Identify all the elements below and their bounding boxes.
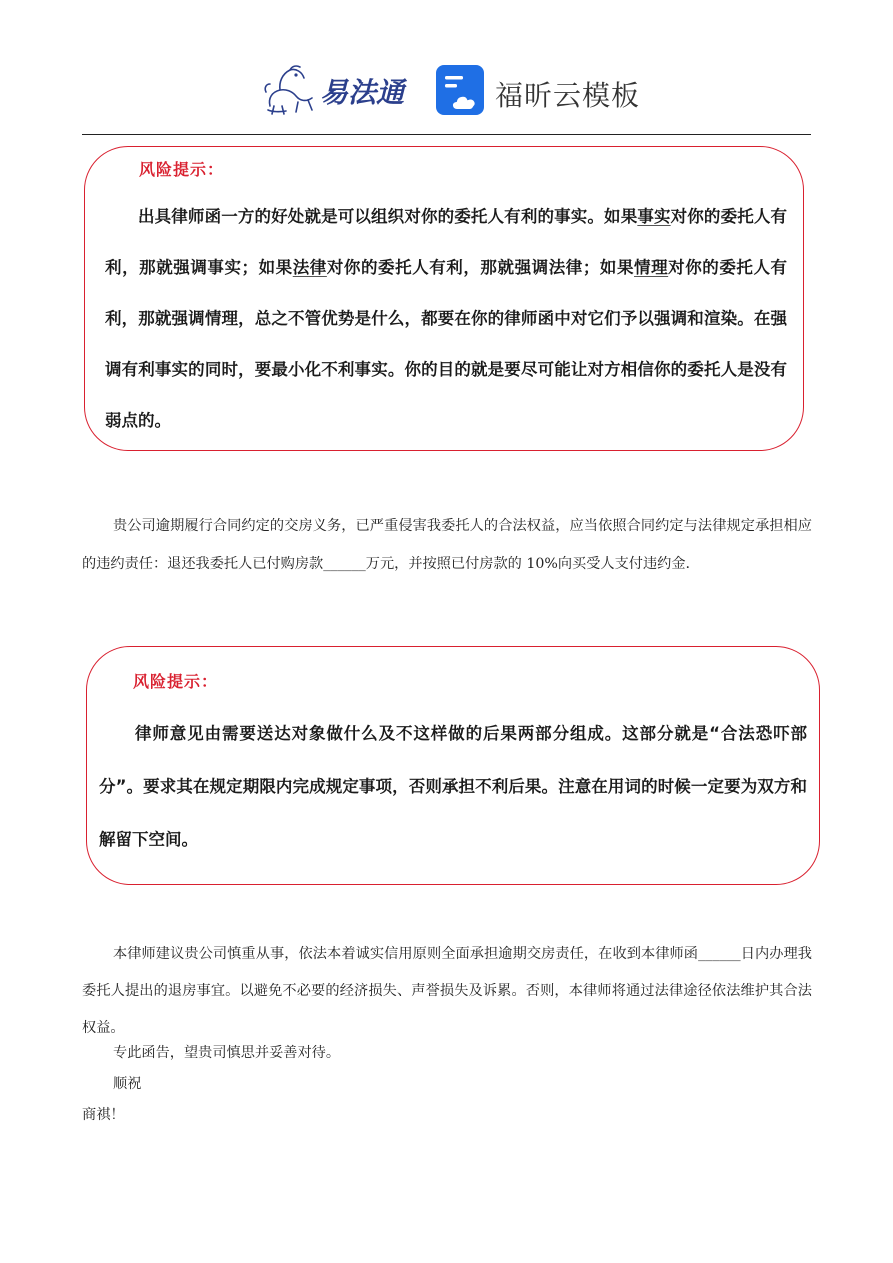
body-paragraph-demand: 本律师建议贵公司慎重从事，依法本着诚实信用原则全面承担逾期交房责任，在收到本律师函______日内办理我委托人提出的退房事宜。以避免不必要的经济损失、声誉损失及诉累。否则，本律师将通过法律途径依法维护其合法权益。 — [82, 946, 812, 1036]
body-paragraph-liability: 贵公司逾期履行合同约定的交房义务，已严重侵害我委托人的合法权益，应当依照合同约定与法律规定承担相应的违约责任：退还我委托人已付购房款______万元，并按照已付房款的 10%向买受人支付违约金. — [82, 518, 812, 572]
risk-tip-text: 出具律师函一方的好处就是可以组织对你的委托人有利的事实。如果 — [138, 207, 638, 226]
underlined-term-law: 法律 — [292, 258, 327, 277]
risk-tip-text: 对你的委托人有利，那就强调事实；如果 — [105, 207, 788, 277]
salutation-line: 顺祝 — [113, 1076, 142, 1092]
risk-tip-box-2 — [86, 646, 820, 885]
risk-tip-body-2: 律师意见由需要送达对象做什么及不这样做的后果两部分组成。这部分就是“合法恐吓部分”。要求其在规定期限内完成规定事项，否则承担不利后果。注意在用词的时候一定要为双方和解留下空间。 — [99, 724, 807, 849]
cloud-document-icon — [435, 64, 487, 116]
qilin-icon — [262, 62, 412, 118]
risk-tip-box-1 — [84, 146, 804, 451]
foxit-template-logo — [435, 64, 641, 118]
risk-tip-body-1 — [105, 191, 787, 446]
underlined-term-reason: 情理 — [634, 258, 669, 277]
risk-tip-title-1: 风险提示： — [139, 160, 225, 179]
closing-line: 专此函告，望贵司慎思并妥善对待。 — [113, 1045, 341, 1061]
risk-tip-title-2: 风险提示： — [133, 672, 219, 691]
risk-tip-text: 对你的委托人有利，那就强调法律；如果 — [326, 258, 635, 277]
salutation-wish: 商祺！ — [82, 1107, 125, 1123]
yifatong-logo-text: 易法通 — [320, 76, 405, 109]
risk-tip-text: 对你的委托人有利，那就强调情理，总之不管优势是什么，都要在你的律师函中对它们予以强调和渲染。在强调有利事实的同时，要最小化不利事实。你的目的就是要尽可能让对方相信你的委托人是没有弱点的。 — [105, 258, 788, 430]
foxit-template-logo-text: 福昕云模板 — [495, 79, 641, 112]
underlined-term-facts: 事实 — [637, 207, 671, 226]
page-header — [0, 58, 893, 122]
header-divider — [82, 134, 811, 135]
yifatong-logo — [262, 62, 412, 118]
